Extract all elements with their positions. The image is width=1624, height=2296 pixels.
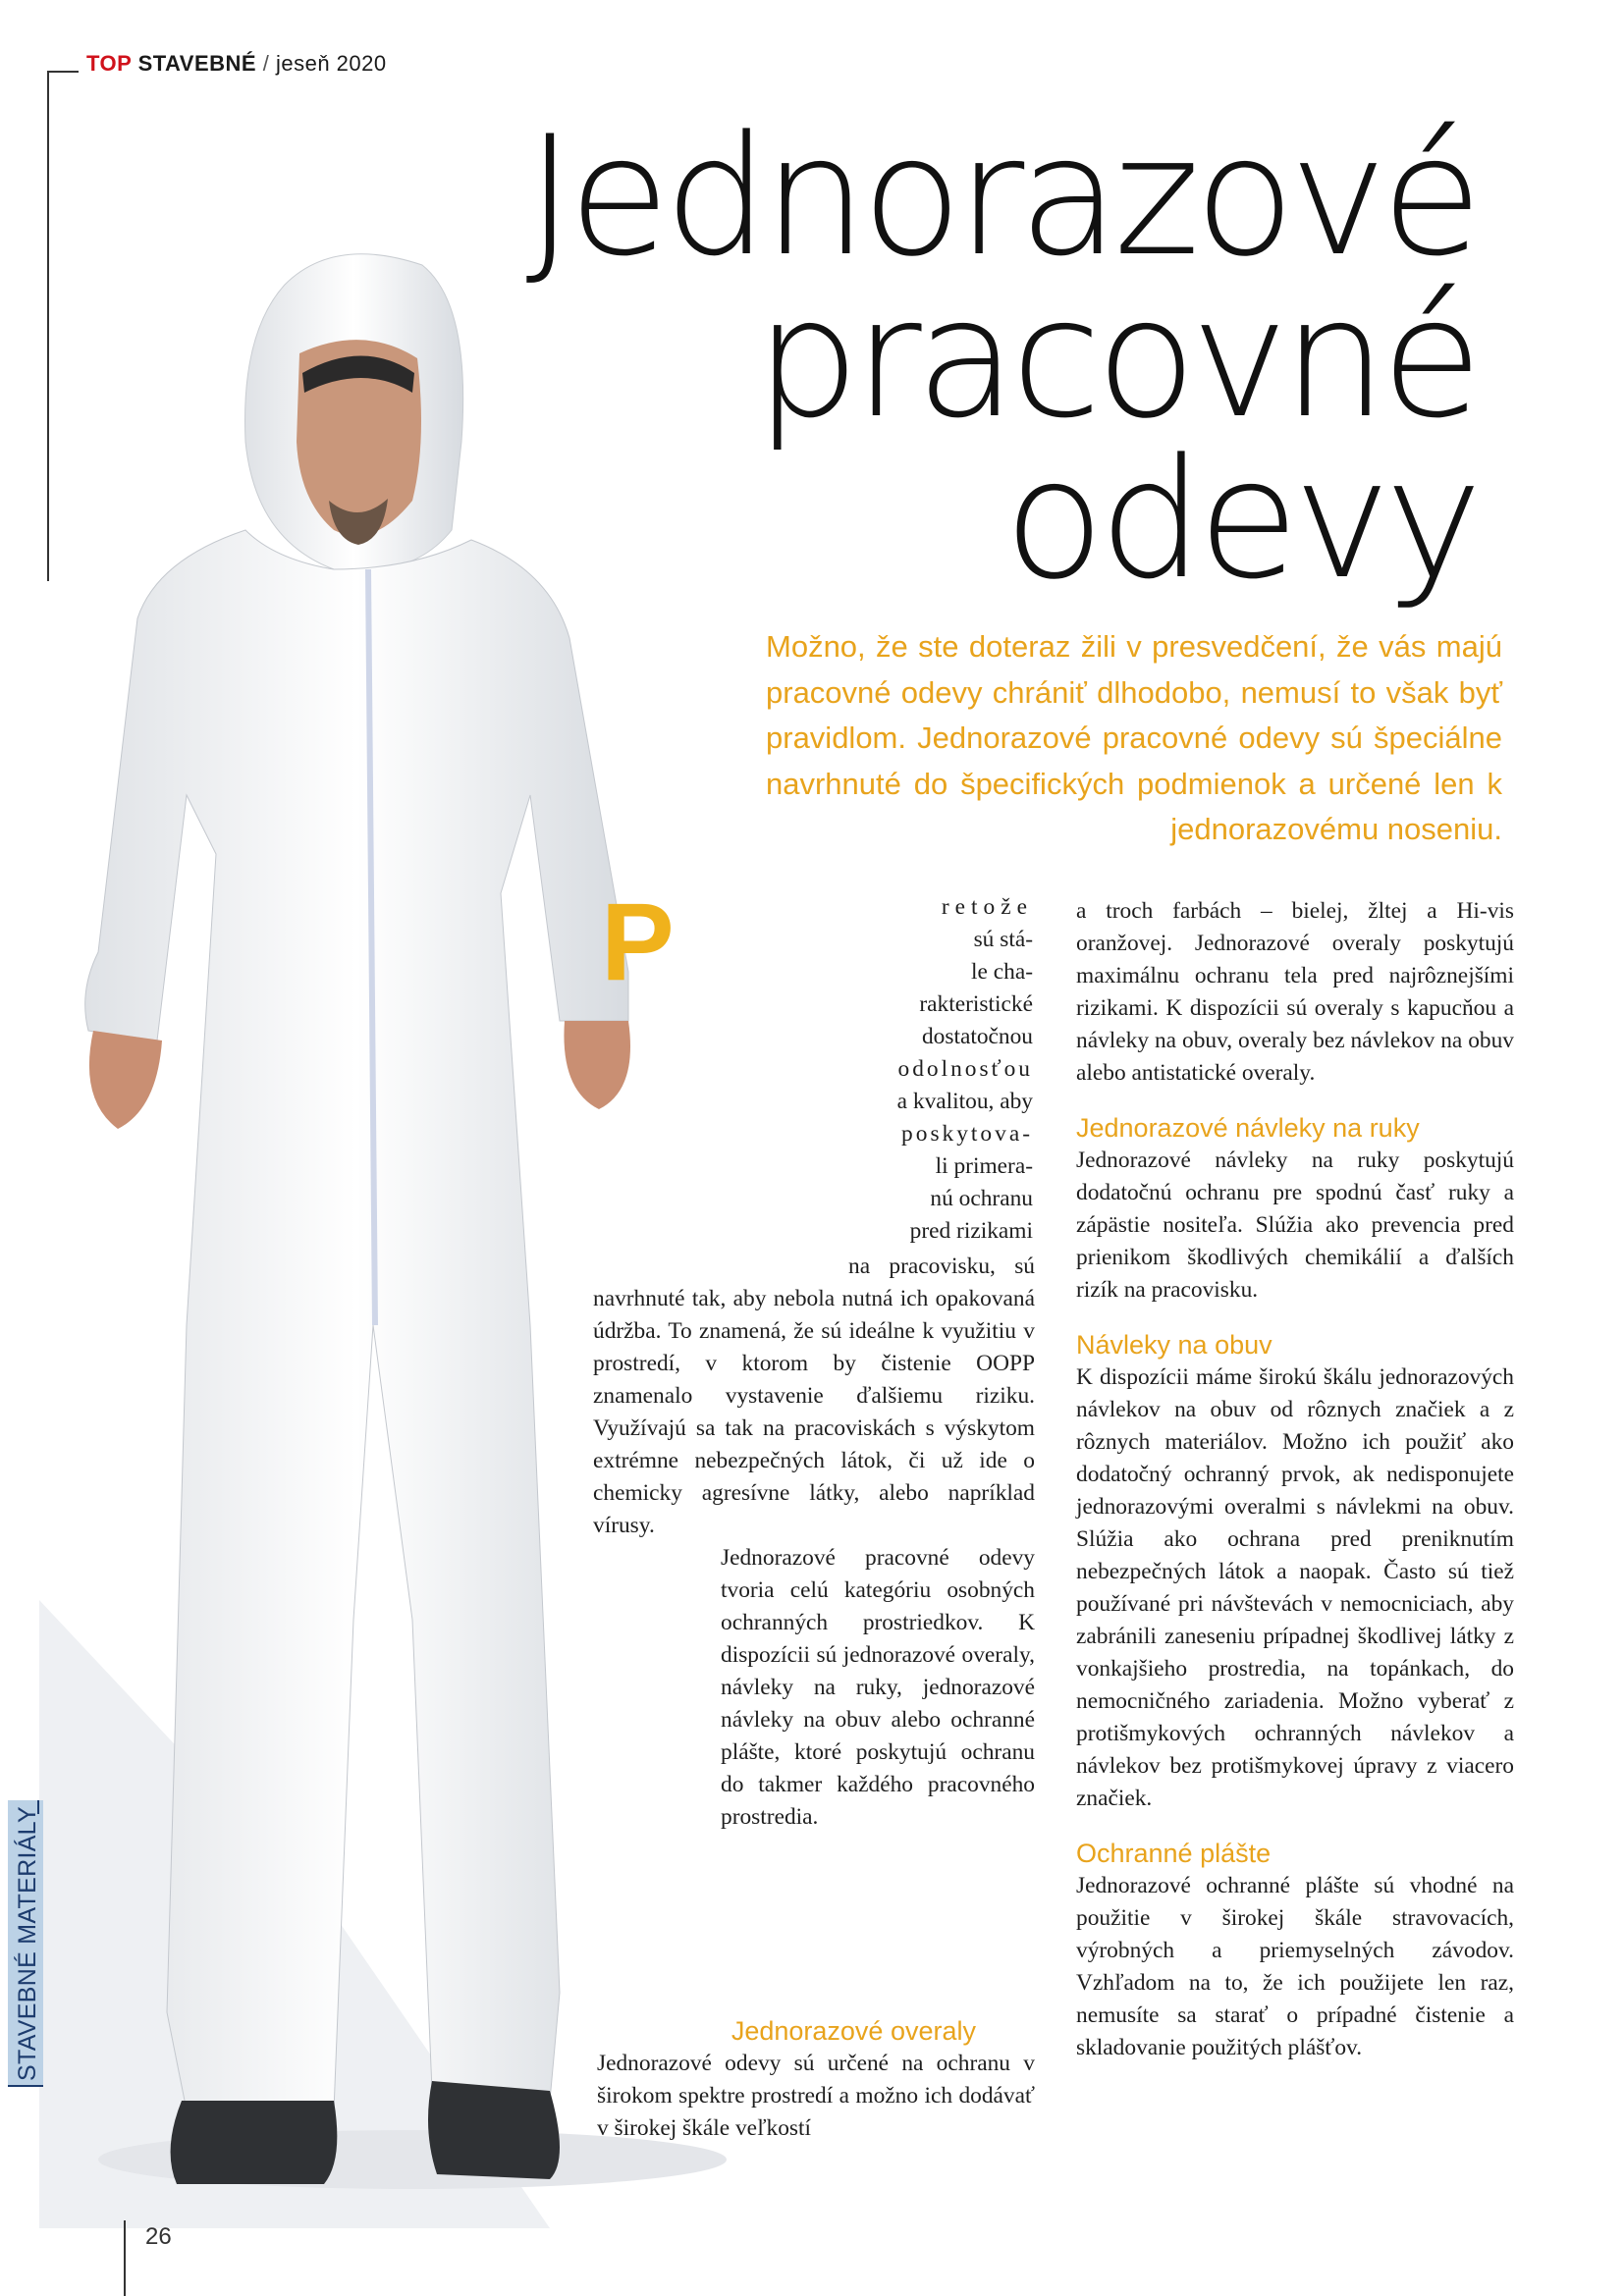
intro-line: le cha- [971, 959, 1033, 985]
intro-line: odolnosťou [897, 1056, 1033, 1082]
left-column-body [593, 1251, 1035, 1834]
subheading-ruky: Jednorazové návleky na ruky [1076, 1113, 1420, 1143]
ruky-text: Jednorazové návleky na ruky poskytujú dodatočnú ochranu pre spodnú časť ruky a zápästie nositeľa. Slúžia ako prevencia pred prienikom škodlivých chemikálií a ďalších rizík na pracovisku. [1076, 1148, 1514, 1303]
obuv-text: K dispozícii máme širokú škálu jednorazových návlekov na obuv od rôznych značiek a z rôznych materiálov. Možno ich použiť ako dodatočný ochranný prvok, ak nedisponujete jednorazovými overalmi s návlekmi na obuv. Slúžia ako ochrana pred preniknutím nebezpečných látok a naopak. Často sú tiež používané pri návštevách v nemocniciach, aby zabránili zaneseniu prípadnej škodlivej látky z vonkajšieho prostredia, na topánkach, do nemocničného zariadenia. Možno vyberať z protišmykových ochranných návlekov a návlekov bez protišmykovej úpravy z viacero značiek. [1076, 1364, 1514, 1811]
intro-line: a kvalitou, aby [896, 1089, 1033, 1114]
section-label: STAVEBNÉ MATERIÁLY [14, 1806, 41, 2081]
subheading-plaste: Ochranné plášte [1076, 1839, 1272, 1868]
intro-continuation: na pracovisku, sú navrhnuté tak, aby nebola nutná ich opakovaná údržba. To znamená, že sú ideálne k využitiu v prostredí, v ktorom by čistenie OOPP znamenalo vystavenie ďalšiemu riziku. Využívajú sa tak na pracoviskách s výskytom extrémne nebezpečných látok, či už ide o chemicky agresívne látky, alebo napríklad vírusy. [593, 1254, 1035, 1538]
overaly-section [597, 2014, 1035, 2145]
article-title [525, 100, 1477, 616]
title-line-1: Jednorazové [525, 100, 1477, 293]
subheading-overaly: Jednorazové overaly [731, 2016, 976, 2046]
intro-line: rakteristické [919, 991, 1033, 1017]
running-header [86, 51, 387, 77]
title-line-2: pracovné [754, 261, 1477, 454]
right-column [1076, 895, 1514, 2064]
intro-line: dostatočnou [921, 1024, 1033, 1049]
intro-line: nú ochranu [930, 1186, 1033, 1211]
footer-rule [124, 2220, 126, 2296]
overaly-text: Jednorazové odevy sú určené na ochranu v širokom spektre prostredí a možno ich dodávať v širokej škále veľkostí [597, 2051, 1035, 2141]
overaly-continuation: a troch farbách – bielej, žltej a Hi-vis oranžovej. Jednorazové overaly poskytujú maximálnu ochranu tela pred najrôznejšími rizikami. K dispozícii sú overaly s kapucňou a návleky na obuv, overaly bez návlekov na obuv alebo antistatické overaly. [1076, 898, 1514, 1086]
intro-line: li primera- [935, 1153, 1033, 1179]
intro-line: poskytova- [901, 1121, 1033, 1147]
subheading-obuv: Návleky na obuv [1076, 1330, 1272, 1360]
title-line-3: odevy [1003, 423, 1477, 616]
header-rule [47, 71, 79, 73]
plaste-text: Jednorazové ochranné plášte sú vhodné na použitie v širokej škále stravovacích, výrobných a priemyselných závodov. Vzhľadom na to, že ich použijete len raz, nemusíte sa starať o prípadné čistenie a skladovanie použitých plášťov. [1076, 1873, 1514, 2060]
header-magazine: STAVEBNÉ [137, 51, 257, 76]
lead-paragraph: Možno, že ste doteraz žili v presvedčení, že vás majú pracovné odevy chrániť dlhodobo, nemusí to však byť pravidlom. Jednorazové pracovné odevy sú špeciálne navrhnuté do špecifických podmienok a určené len k jednorazovému noseniu. [766, 629, 1502, 846]
intro-line: retože [941, 894, 1033, 920]
header-top: TOP [86, 51, 132, 76]
dropcap: P [601, 881, 675, 1003]
intro-line: sú stá- [973, 927, 1033, 952]
intro-line: pred rizikami [909, 1218, 1033, 1244]
page-number: 26 [145, 2223, 172, 2250]
intro-column [601, 881, 1033, 1248]
header-issue: jeseň 2020 [275, 51, 387, 76]
header-separator: / [262, 51, 270, 76]
paragraph-2: Jednorazové pracovné odevy tvoria celú kategóriu osobných ochranných prostriedkov. K dispozícii sú jednorazové overaly, návleky na ruky, jednorazové návleky na obuv alebo ochranné plášte, ktoré poskytujú ochranu do takmer každého pracovného prostredia. [721, 1545, 1035, 1830]
side-tab-bottom-rule [8, 2085, 43, 2087]
